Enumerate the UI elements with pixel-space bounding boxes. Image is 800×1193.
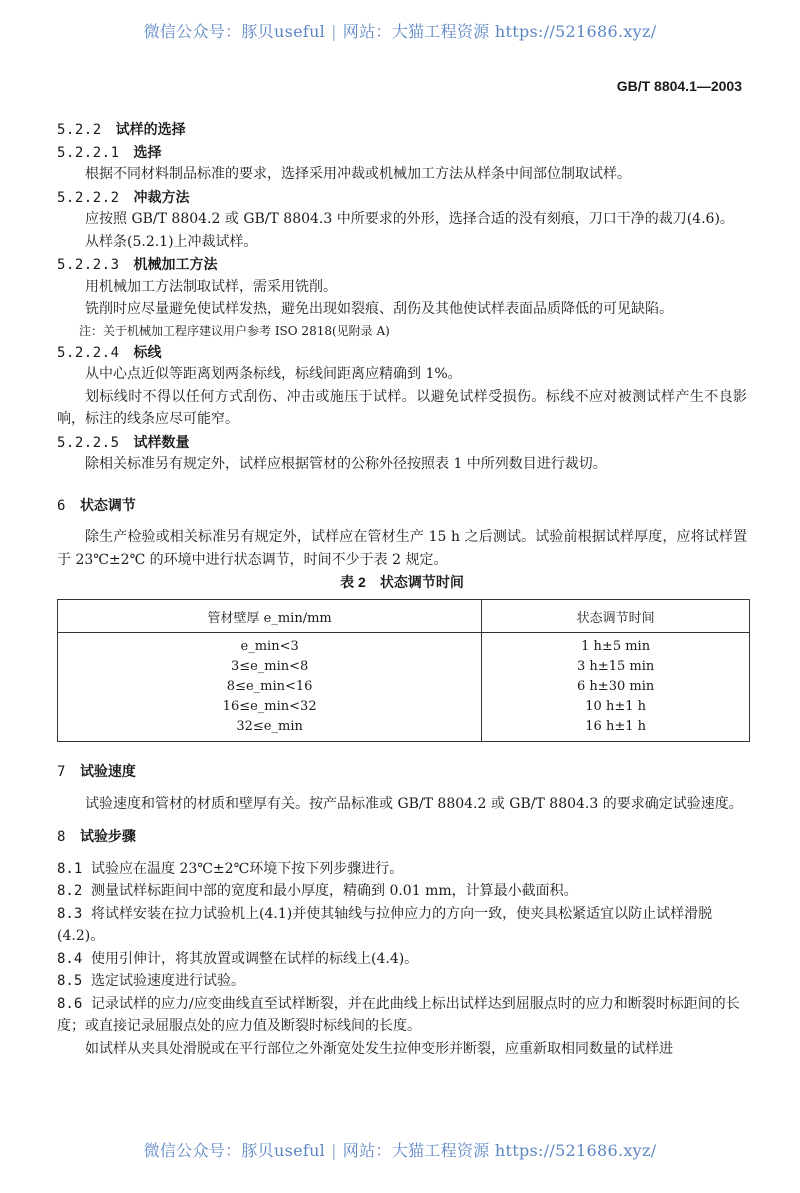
heading-7: 7 试验速度: [57, 763, 136, 780]
heading-6: 6 状态调节: [57, 496, 136, 514]
note: 注：关于机械加工程序建议用户参考 ISO 2818(见附录 A): [79, 323, 390, 338]
paragraph: 用机械加工方法制取试样，需采用铣削。: [85, 278, 337, 295]
heading-5-2-2: 5.2.2 试样的选择: [57, 121, 186, 138]
table-row: 32≤e_min 16 h±1 h: [58, 717, 750, 742]
paragraph: 除生产检验或相关标准另有规定外，试样应在管材生产 15 h 之后测试。试验前根据试样厚度，应将试样置于 23℃±2℃ 的环境中进行状态调节，时间不少于表 2 规定。: [57, 529, 747, 568]
paragraph: 根据不同材料制品标准的要求，选择采用冲裁或机械加工方法从样条中间部位制取试样。: [85, 166, 631, 182]
step-8-3: 8.3 将试样安装在拉力试验机上(4.1)并使其轴线与拉伸应力的方向一致，使夹具松紧适宜以防止试样滑脱(4.2)。: [57, 905, 713, 944]
spacer: [57, 783, 747, 793]
spacer: [57, 476, 747, 494]
table-header-time: 状态调节时间: [482, 600, 750, 633]
spacer: [57, 742, 747, 760]
watermark-website: 网站：大猫工程资源 https://521686.xyz/: [342, 1141, 657, 1160]
paragraph: 从样条(5.2.1)上冲裁试样。: [85, 233, 258, 250]
step-8-5: 8.5 选定试验速度进行试验。: [57, 973, 245, 989]
conditioning-time-table: [57, 599, 750, 742]
heading-8: 8 试验步骤: [57, 828, 136, 845]
paragraph: 如试样从夹具处滑脱或在平行部位之外渐宽处发生拉伸变形并断裂，应重新取相同数量的试样进: [85, 1040, 673, 1057]
heading-5-2-2-3: 5.2.2.3 机械加工方法: [57, 256, 218, 273]
paragraph: 从中心点近似等距离划两条标线，标线间距离应精确到 1%。: [85, 366, 462, 382]
paragraph: 铣削时应尽量避免使试样发热，避免出现如裂痕、刮伤及其他使试样表面品质降低的可见缺陷。: [85, 301, 673, 317]
watermark-wechat: 微信公众号：豚贝useful: [143, 1141, 326, 1160]
step-8-2: 8.2 测量试样标距间中部的宽度和最小厚度，精确到 0.01 mm，计算最小截面积。: [57, 883, 578, 899]
paragraph: 划标线时不得以任何方式刮伤、冲击或施压于试样。以避免试样受损伤。标线不应对被测试样产生不良影响，标注的线条应尽可能窄。: [57, 388, 747, 427]
step-8-4: 8.4 使用引伸计，将其放置或调整在试样的标线上(4.4)。: [57, 950, 419, 967]
spacer: [57, 516, 747, 526]
watermark-website: 网站：大猫工程资源 https://521686.xyz/: [342, 22, 657, 41]
heading-5-2-2-1: 5.2.2.1 选择: [57, 143, 162, 161]
test-steps: [57, 858, 747, 1038]
document-body: [57, 118, 747, 1060]
watermark-wechat: 微信公众号：豚贝useful: [143, 22, 326, 41]
table-header-thickness: 管材壁厚 e_min/mm: [58, 600, 482, 633]
spacer: [57, 848, 747, 858]
watermark-separator: |: [331, 1141, 337, 1160]
step-8-1: 8.1 试验应在温度 23℃±2℃环境下按下列步骤进行。: [57, 860, 404, 877]
paragraph: 除相关标准另有规定外，试样应根据管材的公称外径按照表 1 中所列数目进行裁切。: [85, 456, 607, 472]
table-row: 8≤e_min<16 6 h±30 min: [58, 677, 750, 697]
standard-code: GB/T 8804.1—2003: [616, 78, 742, 94]
table-row: 16≤e_min<32 10 h±1 h: [58, 697, 750, 717]
watermark-bottom: [0, 1138, 800, 1161]
step-8-6: 8.6 记录试样的应力/应变曲线直至试样断裂，并在此曲线上标出试样达到屈服点时的应力和断裂时标距间的长度；或直接记录屈服点处的应力值及断裂时标线间的长度。: [57, 995, 740, 1034]
table-row: 3≤e_min<8 3 h±15 min: [58, 657, 750, 677]
table-caption: 表 2 状态调节时间: [340, 574, 464, 590]
paragraph: 试验速度和管材的材质和壁厚有关。按产品标准或 GB/T 8804.2 或 GB/T 8804.3 的要求确定试验速度。: [85, 795, 743, 812]
paragraph: 应按照 GB/T 8804.2 或 GB/T 8804.3 中所要求的外形，选择合适的没有刻痕，刀口干净的裁刀(4.6)。: [85, 211, 734, 227]
heading-5-2-2-2: 5.2.2.2 冲裁方法: [57, 188, 190, 206]
table-row: e_min<3 1 h±5 min: [58, 633, 750, 658]
heading-5-2-2-4: 5.2.2.4 标线: [57, 343, 162, 361]
watermark-top: [0, 19, 800, 42]
watermark-separator: |: [331, 22, 337, 41]
heading-5-2-2-5: 5.2.2.5 试样数量: [57, 433, 190, 451]
spacer: [57, 815, 747, 825]
